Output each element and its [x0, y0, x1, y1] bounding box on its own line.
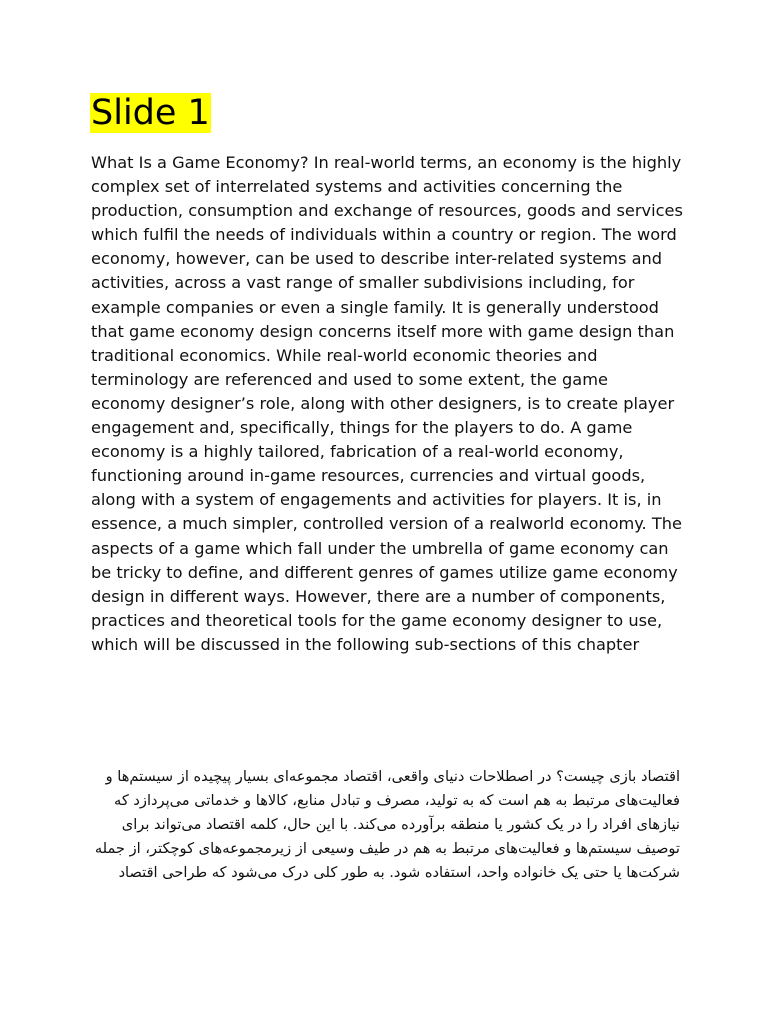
slide-title	[90, 92, 211, 134]
persian-paragraph: اقتصاد بازی چیست؟ در اصطلاحات دنیای واقعی، اقتصاد مجموعه‌ای بسیار پیچیده از سیستم‌ها و فعالیت‌های مرتبط به هم است که به تولید، مصرف و تبادل منابع، کالاها و خدماتی می‌پردازد که نیازهای افراد را در یک کشور یا منطقه برآورده می‌کند. با این حال، کلمه اقتصاد می‌تواند برای توصیف سیستم‌ها و فعالیت‌های مرتبط به هم در طیف وسیعی از زیرمجموعه‌های کوچکتر، از جمله شرکت‌ها یا حتی یک خانواده واحد، استفاده شود. به طور کلی درک می‌شود که طراحی اقتصاد	[94, 768, 680, 882]
english-paragraph: What Is a Game Economy? In real-world terms, an economy is the highly complex set of interrelated systems and activities concerning the production, consumption and exchange of resources, goods and services which fulfil the needs of individuals within a country or region. The word economy, however, can be used to describe inter-related systems and activities, across a vast range of smaller subdivisions including, for example companies or even a single family. It is generally understood that game economy design concerns itself more with game design than traditional economics. While real-world economic theories and terminology are referenced and used to some extent, the game economy designer’s role, along with other designers, is to create player engagement and, specifically, things for the players to do. A game economy is a highly tailored, fabrication of a real-world economy, functioning around in-game resources, currencies and virtual goods, along with a system of engagements and activities for players. It is, in essence, a much simpler, controlled version of a realworld economy. The aspects of a game which fall under the umbrella of game economy can be tricky to define, and different genres of games utilize game economy design in different ways. However, there are a number of components, practices and theoretical tools for the game economy designer to use, which will be discussed in the following sub-sections of this chapter	[91, 153, 683, 654]
slide-title-highlight: Slide 1	[91, 93, 210, 133]
